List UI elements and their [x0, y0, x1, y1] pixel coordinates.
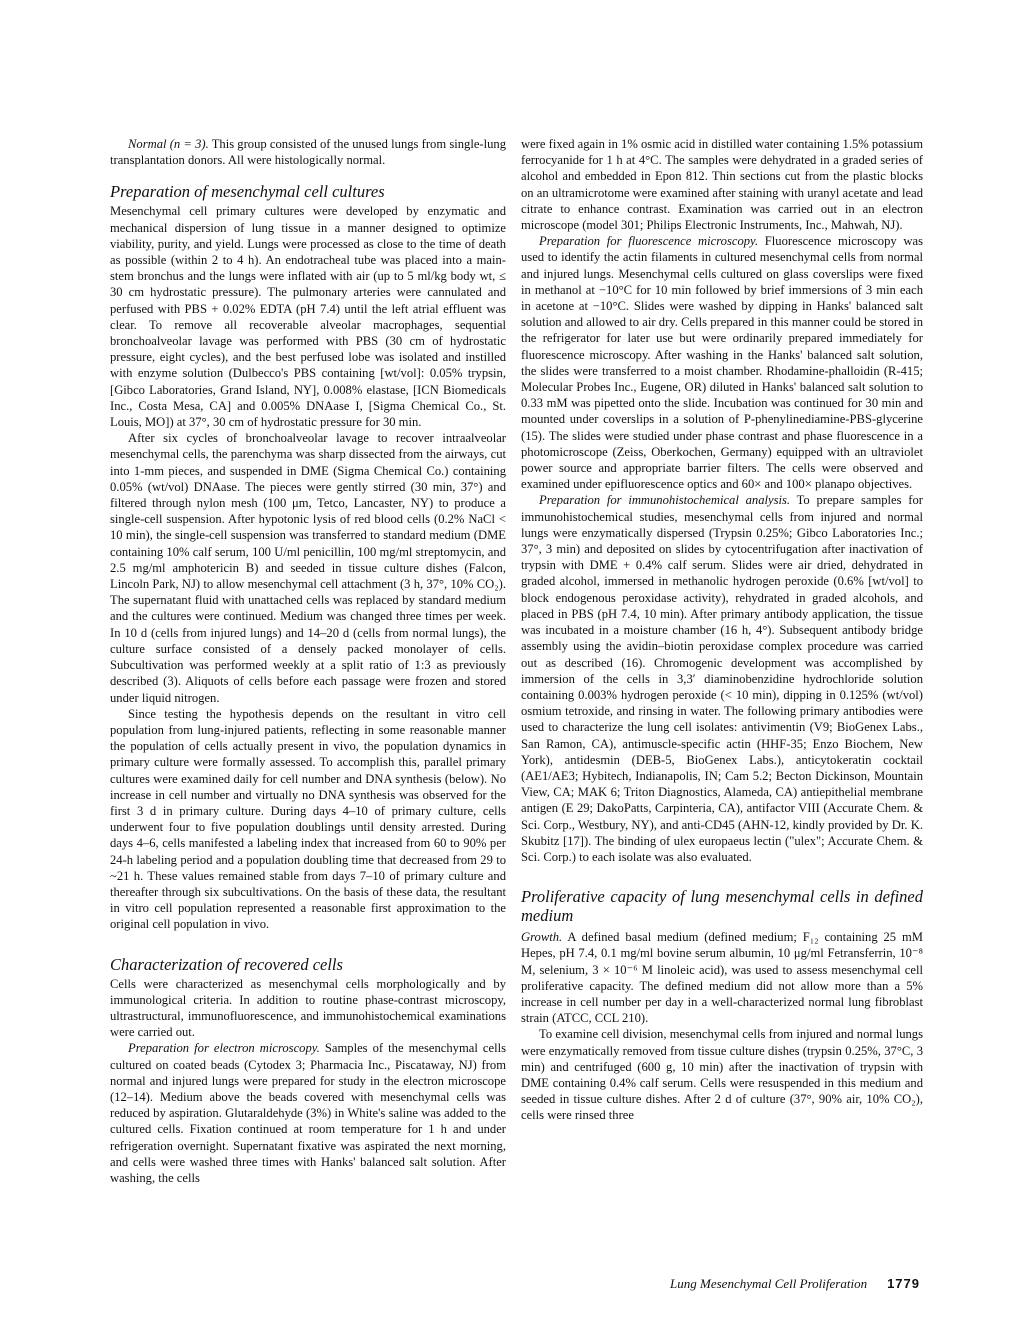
- heading-characterization: Characterization of recovered cells: [110, 954, 343, 974]
- immunohistochemical-label: Preparation for immunohistochemical analysis.: [539, 493, 791, 508]
- paragraph-characterization: Cells were characterized as mesenchymal cells morphologically and by immunological criteria. In addition to routine phase-contrast microscopy, ultrastructural, immunofluorescence, and immunohistochemical examinations were carried out.: [110, 976, 506, 1040]
- normal-group-text: This group consisted of the unused lungs from single-lung transplantation donors. All were histologically normal.: [110, 137, 506, 168]
- heading-proliferative-capacity: Proliferative capacity of lung mesenchymal cells in defined medium: [521, 887, 923, 926]
- right-column: [521, 136, 923, 1124]
- fluorescence-text: Fluorescence microscopy was used to identify the actin filaments in cultured mesenchymal cells from normal and injured lungs. Mesenchymal cells cultured on glass coverslips were fixed in methanol at −10°C for 10 min followed by brief immersions of 3 min each in acetone at −10°C. Slides were washed by dipping in Hanks' balanced salt solution and allowed to air dry. Cells prepared in this manner could be stored in the refrigerator for later use but were ordinarily prepared immediately for fluorescence microscopy. After washing in the Hanks' balanced salt solution, the slides were transferred to a moist chamber. Rhodamine-phalloidin (R-415; Molecular Probes Inc., Eugene, OR) diluted in Hanks' balanced salt solution to 0.33 mM was pipetted onto the slide. Incubation was continued for 30 min and mounted under coverslips in a solution of P-phenylinediamine-PBS-glycerine (15). The slides were studied under phase contrast and phase fluorescence in a photomicroscope (Zeiss, Oberkochen, Germany) equipped with an ultraviolet power source and appropriate barrier filters. The cells were observed and examined under epifluorescence optics and 60× and 100× planapo objectives.: [521, 234, 923, 492]
- paragraph-cell-division: To examine cell division, mesenchymal cells from injured and normal lungs were enzymatically removed from tissue culture dishes (trypsin 0.25%, 37°C, 3 min) and centrifuged (600 g, 10 min) after the inactivation of trypsin with DME containing 0.4% calf serum. Cells were resuspended in this medium and seeded in tissue culture dishes. After 2 d of culture (37°, 90% air, 10% CO₂), cells were rinsed three: [521, 1027, 923, 1123]
- paragraph-cultures-2: After six cycles of bronchoalveolar lavage to recover intraalveolar mesenchymal cells, the parenchyma was sharp dissected from the airways, cut into 1-mm pieces, and suspended in DME (Sigma Chemical Co.) containing 0.05% (wt/vol) DNAase. The pieces were gently stirred (30 min, 37°) and filtered through nylon mesh (100 μm, Tetco, Lancaster, NY) to produce a single-cell suspension. After hypotonic lysis of red blood cells (0.2% NaCl < 10 min), the single-cell suspension was transferred to standard medium (DME containing 10% calf serum, 100 U/ml penicillin, 100 mg/ml streptomycin, and 2.5 mg/ml amphotericin B) and seeded in tissue culture dishes (Falcon, Lincoln Park, NJ) to allow mesenchymal cell attachment (3 h, 37°, 10% CO₂). The supernatant fluid with unattached cells was replaced by standard medium and the cultures were continued. Medium was changed three times per week. In 10 d (cells from injured lungs) and 14–20 d (cells from normal lungs), the culture surface consisted of a densely packed monolayer of cells. Subcultivation was performed weekly at a split ratio of 1:3 as previously described (3). Aliquots of cells before each passage were frozen and stored under liquid nitrogen.: [110, 431, 506, 705]
- paragraph-electron-microscopy: [110, 1040, 506, 1186]
- paragraph-cultures-3: Since testing the hypothesis depends on the resultant in vitro cell population from lung-injured patients, reflecting in some reasonable manner the population of cells actually present in vivo, the population dynamics in primary culture were formally assessed. To accomplish this, parallel primary cultures were examined daily for cell number and DNA synthesis (below). No increase in cell number and virtually no DNA synthesis was observed for the first 3 d in primary culture. During days 4–10 of primary culture, cells underwent four to five population doublings until density arrested. During days 4–6, cells manifested a labeling index that increased from 60 to 90% per 24-h labeling period and a population doubling time that decreased from 29 to ~21 h. These values remained stable from days 7–10 of primary culture and thereafter through six subcultivations. On the basis of these data, the resultant in vitro cell population represented a reasonable first approximation to the original cell population in vivo.: [110, 706, 506, 932]
- paragraph-cultures-1: Mesenchymal cell primary cultures were developed by enzymatic and mechanical dispersion of lung tissue in a manner designed to optimize viability, purity, and yield. Lungs were processed as close to the time of death as possible (within 2 to 4 h). An endotracheal tube was placed into a main-stem bronchus and the lungs were inflated with air (up to 5 ml/kg body wt, ≤ 30 cm hydrostatic pressure). The pulmonary arteries were cannulated and perfused with PBS + 0.02% EDTA (pH 7.4) until the left atrial effluent was clear. To remove all recoverable alveolar macrophages, sequential bronchoalveolar lavage was performed with PBS (30 cm of hydrostatic pressure, eight cycles), and the best perfused lobe was isolated and instilled with enzyme solution (Dulbecco's PBS containing [wt/vol]: 0.05% trypsin, [Gibco Laboratories, Grand Island, NY], 0.008% elastase, [ICN Biomedicals Inc., Costa Mesa, CA] and 0.005% DNAase I, [Sigma Chemical Co., St. Louis, MO]) at 37°, 30 cm of hydrostatic pressure for 30 min.: [110, 204, 506, 430]
- paragraph-em-continued: were fixed again in 1% osmic acid in distilled water containing 1.5% potassium ferrocyanide for 1 h at 4°C. The samples were dehydrated in a graded series of alcohol and embedded in Epon 812. Thin sections cut from the plastic blocks on an ultramicrotome were examined after staining with uranyl acetate and lead citrate to enhance contrast. Examination was carried out in an electron microscope (model 301; Philips Electronic Instruments, Inc., Mahwah, NJ).: [521, 137, 923, 233]
- running-title: Lung Mesenchymal Cell Proliferation: [670, 1276, 868, 1291]
- page-number: 1779: [887, 1276, 920, 1291]
- electron-microscopy-text: Samples of the mesenchymal cells cultured on coated beads (Cytodex 3; Pharmacia Inc., Piscataway, NJ) from normal and injured lungs were prepared for study in the electron microscope (12–14). Medium above the beads covered with mesenchymal cells was reduced by aspiration. Glutaraldehyde (3%) in White's saline was added to the cultured cells. Fixation continued at room temperature for 1 h and under refrigeration overnight. Supernatant fixative was aspirated the next morning, and cells were washed three times with Hanks' balanced salt solution. After washing, the cells: [110, 1041, 507, 1185]
- growth-label: Growth.: [521, 930, 563, 945]
- fluorescence-label: Preparation for fluorescence microscopy.: [539, 234, 759, 249]
- paragraph-fluorescence: [521, 233, 923, 492]
- normal-group-label: Normal (n = 3).: [128, 137, 209, 151]
- electron-microscopy-label: Preparation for electron microscopy.: [128, 1041, 320, 1056]
- left-column: [110, 136, 506, 1186]
- running-footer: [0, 1276, 920, 1292]
- growth-text: A defined basal medium (defined medium; F₁₂ containing 25 mM Hepes, pH 7.4, 0.1 mg/ml bovine serum albumin, 10 μg/ml Fetransferrin, 10⁻⁸ M, selenium, 3 × 10⁻⁶ M linoleic acid), was used to assess mesenchymal cell proliferative capacity. The defined medium did not allow more than a 5% increase in cell number per day in a well-characterized normal lung fibroblast strain (ATCC, CCL 210).: [521, 930, 923, 1026]
- immunohistochemical-text: To prepare samples for immunohistochemical studies, mesenchymal cells from injured and normal lungs were enzymatically dispersed (Trypsin 0.25%; Gibco Laboratories Inc.; 37°, 3 min) and deposited on slides by cytocentrifugation after inactivation of trypsin with DME + 0.4% calf serum. Slides were air dried, dehydrated in graded alcohol, immersed in methanolic hydrogen peroxide (0.6% [wt/vol] to block endogenous peroxidase activity), rehydrated in graded alcohols, and placed in PBS (pH 7.4, 10 min). After primary antibody application, the tissue was incubated in a moisture chamber (16 h, 4°). Subsequent antibody bridge assembly using the avidin–biotin peroxidase complex procedure was carried out as described (16). Chromogenic development was accomplished by immersion of the cells in 3,3′ diaminobenzidine hydrochloride solution containing 0.003% hydrogen peroxide (< 10 min), dipping in 0.125% (wt/vol) osmium tetroxide, and rinsing in water. The following primary antibodies were used to characterize the lung cell isolates: antivimentin (V9; BioGenex Labs., San Ramon, CA), antimuscle-specific actin (HHF-35; Enzo Biochem, New York), antidesmin (DEB-5, BioGenex Labs.), anticytokeratin cocktail (AE1/AE3; Hybitech, Indianapolis, IN; Cam 5.2; Becton Dickinson, Mountain View, CA; MAK 6; Triton Diagnostics, Alameda, CA) antiepithelial membrane antigen (E 29; DakoPatts, Carpinteria, CA), antifactor VIII (Accurate Chem. & Sci. Corp., Westbury, NY), and anti-CD45 (AHN-12, kindly provided by Dr. K. Skubitz [17]). The binding of ulex europaeus lectin ("ulex"; Accurate Chem. & Sci. Corp.) to each isolate was also evaluated.: [521, 493, 923, 864]
- heading-preparation-cultures: Preparation of mesenchymal cell cultures: [110, 182, 385, 202]
- paragraph-immunohistochemical: [521, 492, 923, 865]
- paragraph-growth: [521, 929, 923, 1026]
- normal-group-paragraph: [110, 136, 506, 168]
